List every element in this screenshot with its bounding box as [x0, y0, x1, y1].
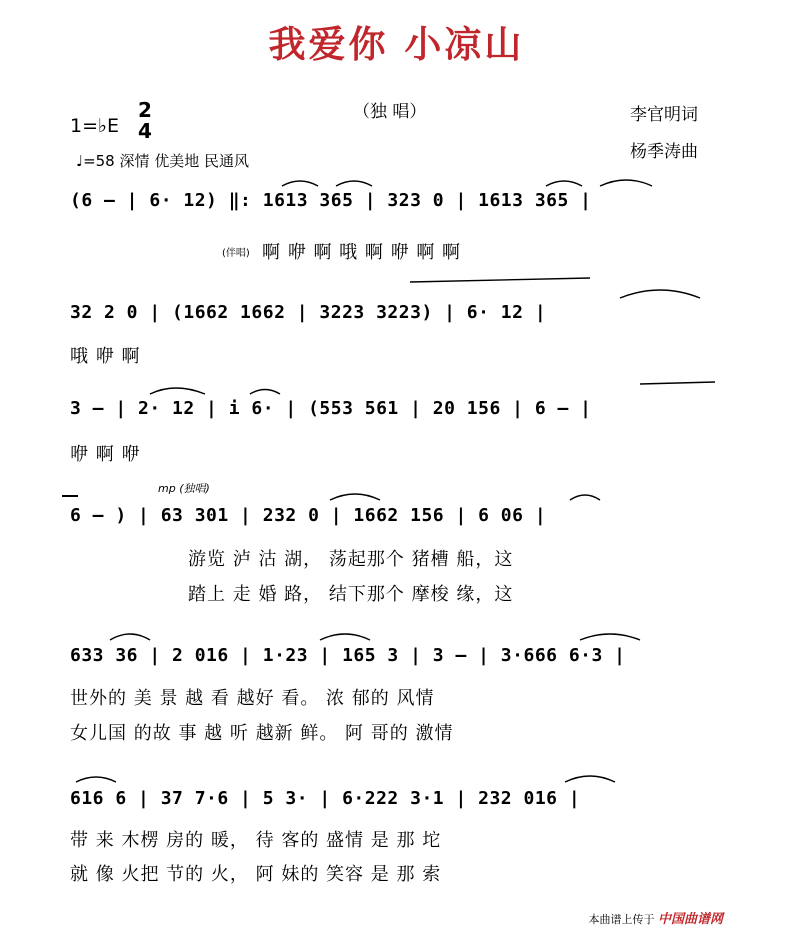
lyrics-system-5-verse-2: 女儿国 的故 事 越 听 越新 鲜。 阿 哥的 激情: [70, 723, 454, 744]
notation-system-6: 616 6 | 37 7·6 | 5 3· | 6·222 3·1 | 232 016 |: [70, 788, 581, 809]
lyrics-system-4-verse-2: 踏上 走 婚 路， 结下那个 摩梭 缘，这: [188, 584, 514, 605]
notation-system-1: (6 — | 6· 12) ‖: 1613 365 | 323 0 | 1613 365 |: [70, 190, 592, 211]
notation-system-4: 6 — ) | 63 301 | 232 0 | 1662 156 | 6 06 |: [70, 505, 547, 526]
composer-credit: 杨季涛曲: [630, 142, 698, 162]
slur: [336, 181, 372, 186]
slur: [546, 181, 582, 186]
lyrics-system-2: 哦 咿 啊: [70, 346, 141, 367]
slur: [600, 180, 652, 186]
lyrics-system-4-verse-1: 游览 泸 沽 湖， 荡起那个 猪槽 船，这: [188, 549, 514, 570]
tempo-marking: ♩=58 深情 优美地 民通风: [76, 152, 250, 170]
lyrics-system-1: 啊 咿 啊 哦 啊 咿 啊 啊: [262, 242, 462, 263]
phrase-line: [640, 382, 715, 384]
marking-system-1: (伴唱): [222, 248, 250, 259]
lyrics-system-6-verse-1: 带 来 木楞 房的 暖， 待 客的 盛情 是 那 坨: [70, 830, 442, 851]
slur: [620, 290, 700, 298]
slur: [330, 494, 380, 500]
footer: [588, 908, 723, 927]
time-signature: [138, 100, 152, 142]
time-signature-top: 2: [138, 98, 152, 122]
slur: [570, 495, 600, 500]
notation-system-2: 32 2 0 | (1662 1662 | 3223 3223) | 6· 12 |: [70, 302, 547, 323]
footer-text: 本曲谱上传于: [588, 913, 655, 926]
slur: [565, 776, 615, 782]
site-logo: 中国曲谱网: [657, 912, 723, 927]
key-signature: 1=♭E: [70, 115, 119, 137]
lyrics-system-3: 咿 啊 咿: [70, 444, 141, 465]
lyrics-system-6-verse-2: 就 像 火把 节的 火， 阿 妹的 笑容 是 那 索: [70, 864, 442, 885]
song-title: 我爱你 小凉山: [268, 22, 525, 66]
slur: [282, 181, 318, 186]
slur: [250, 390, 280, 395]
phrase-line: [410, 278, 590, 282]
notation-system-5: 633 36 | 2 016 | 1·23 | 165 3 | 3 — | 3·666 6·3 |: [70, 645, 626, 666]
slur: [110, 634, 150, 640]
lyricist-credit: 李官明词: [630, 105, 698, 125]
slur: [580, 634, 640, 640]
lyrics-system-5-verse-1: 世外的 美 景 越 看 越好 看。 浓 郁的 风情: [70, 688, 435, 709]
tie-line: [62, 495, 78, 497]
slur: [76, 777, 116, 782]
performance-type: （独 唱）: [353, 102, 427, 122]
slur: [150, 388, 205, 394]
slur: [320, 634, 370, 640]
time-signature-bottom: 4: [138, 119, 152, 143]
marking-system-4: mp (独唱): [158, 482, 210, 495]
notation-system-3: 3 — | 2· 12 | i 6· | (553 561 | 20 156 | 6 — |: [70, 398, 592, 419]
